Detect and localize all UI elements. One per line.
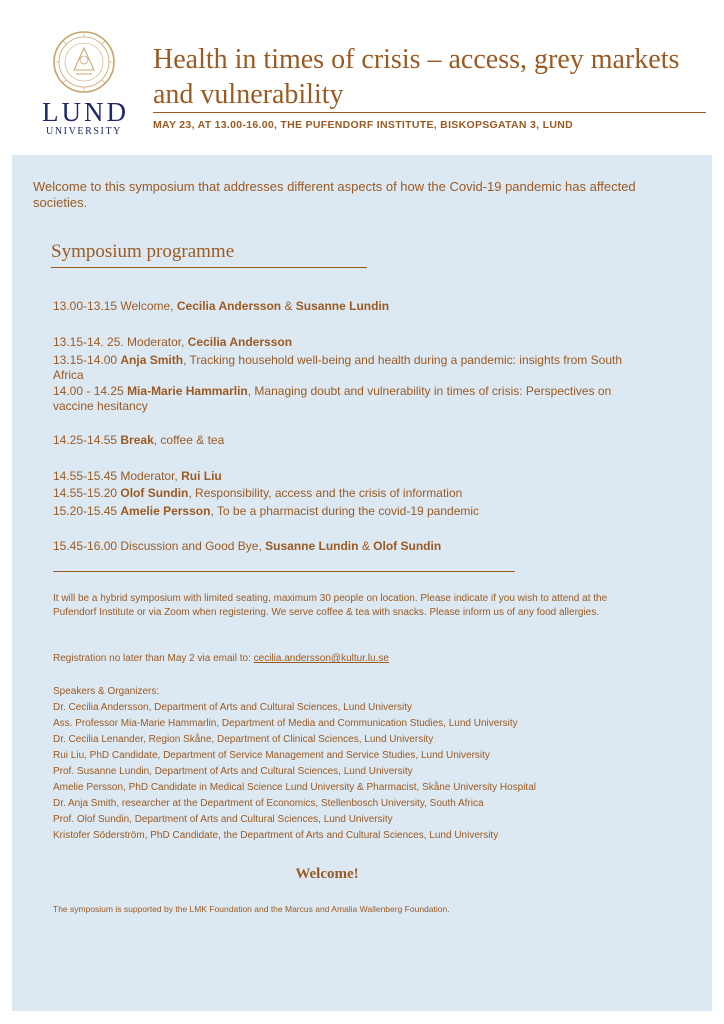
lund-seal-icon <box>52 30 116 94</box>
programme-item <box>53 539 633 554</box>
item-speaker: Anja Smith <box>120 353 184 367</box>
programme-item <box>53 486 633 501</box>
item-title: , To be a pharmacist during the covid-19 pandemic <box>210 504 480 518</box>
header <box>0 0 724 150</box>
item-speaker: Cecilia Andersson <box>176 299 282 313</box>
programme-item <box>53 504 633 519</box>
registration-label: Registration no later than May 2 via email to: <box>53 653 254 664</box>
programme-item <box>53 433 633 448</box>
speaker-entry: Dr. Anja Smith, researcher at the Department of Economics, Stellenbosch University, South Africa <box>53 798 484 809</box>
content-panel <box>12 155 712 1011</box>
item-time: 14.25-14.55 <box>53 433 121 447</box>
logo-lund: LUND <box>42 97 129 127</box>
item-speaker: Cecilia Andersson <box>187 335 293 349</box>
item-time: 13.15-14. 25. Moderator, <box>53 335 188 349</box>
item-joiner: & <box>358 539 374 553</box>
support-text: The symposium is supported by the LMK Foundation and the Marcus and Amalia Wallenberg Foundation. <box>53 904 450 914</box>
speakers-heading: Speakers & Organizers: <box>53 686 160 697</box>
divider <box>53 571 515 572</box>
item-speaker: Rui Liu <box>181 469 222 483</box>
welcome-text: Welcome! <box>295 866 359 882</box>
speakers-list <box>53 684 653 844</box>
info-text: It will be a hybrid symposium with limited seating, maximum 30 people on location. Please indicate if you wish to attend at the Pufendorf Institute or via Zoom when registering. We serve coffee & tea with snacks. Please inform us of any food allergies. <box>53 593 608 618</box>
speaker-entry: Dr. Cecilia Andersson, Department of Arts and Cultural Sciences, Lund University <box>53 702 413 713</box>
item-speaker: Susanne Lundin <box>265 539 359 553</box>
item-speaker: Amelie Persson <box>120 504 211 518</box>
speaker-entry: Prof. Susanne Lundin, Department of Arts and Cultural Sciences, Lund University <box>53 766 413 777</box>
item-speaker: Olof Sundin <box>373 539 442 553</box>
event-date-location: MAY 23, AT 13.00-16.00, THE PUFENDORF INSTITUTE, BISKOPSGATAN 3, LUND <box>153 119 573 131</box>
item-joiner: & <box>281 299 296 313</box>
item-time: 13.15-14.00 <box>53 353 121 367</box>
programme-item <box>53 384 633 414</box>
speaker-entry: Rui Liu, PhD Candidate, Department of Service Management and Service Studies, Lund University <box>53 750 490 761</box>
registration-email-link[interactable]: cecilia.andersson@kultur.lu.se <box>253 653 389 664</box>
intro-text: Welcome to this symposium that addresses different aspects of how the Covid-19 pandemic has affected societies. <box>33 179 636 210</box>
item-time: 15.20-15.45 <box>53 504 121 518</box>
item-title: , coffee & tea <box>153 433 225 447</box>
programme-item <box>53 353 633 383</box>
item-title: , Responsibility, access and the crisis of information <box>188 486 463 500</box>
page-title: Health in times of crisis – access, grey markets and vulnerability <box>153 42 706 113</box>
speaker-entry: Prof. Olof Sundin, Department of Arts and Cultural Sciences, Lund University <box>53 814 393 825</box>
speaker-entry: Ass. Professor Mia-Marie Hammarlin, Department of Media and Communication Studies, Lund University <box>53 718 518 729</box>
programme-item <box>53 335 633 350</box>
item-time: 14.55-15.45 Moderator, <box>53 469 182 483</box>
speaker-entry: Amelie Persson, PhD Candidate in Medical Science Lund University & Pharmacist, Skåne University Hospital <box>53 782 536 793</box>
item-time: 13.00-13.15 Welcome, <box>53 299 177 313</box>
item-time: 14.00 - 14.25 <box>53 384 128 398</box>
item-speaker: Mia-Marie Hammarlin <box>127 384 248 398</box>
item-speaker: Susanne Lundin <box>295 299 390 313</box>
programme-item <box>53 469 633 484</box>
logo-university: UNIVERSITY <box>46 126 122 137</box>
programme-heading: Symposium programme <box>51 241 367 268</box>
programme-item <box>53 299 633 314</box>
item-title: , Managing doubt and vulnerability in times of crisis: Perspectives on vaccine hesitancy <box>53 384 612 413</box>
speaker-entry: Kristofer Söderström, PhD Candidate, the Department of Arts and Cultural Sciences, Lund University <box>53 830 499 841</box>
item-time: 15.45-16.00 Discussion and Good Bye, <box>53 539 266 553</box>
lund-university-logo <box>42 30 129 138</box>
item-time: 14.55-15.20 <box>53 486 121 500</box>
item-speaker: Break <box>120 433 154 447</box>
item-speaker: Olof Sundin <box>120 486 189 500</box>
speaker-entry: Dr. Cecilia Lenander, Region Skåne, Department of Clinical Sciences, Lund University <box>53 734 434 745</box>
registration-text <box>53 652 613 666</box>
item-title: , Tracking household well-being and health during a pandemic: insights from South Africa <box>53 353 622 382</box>
